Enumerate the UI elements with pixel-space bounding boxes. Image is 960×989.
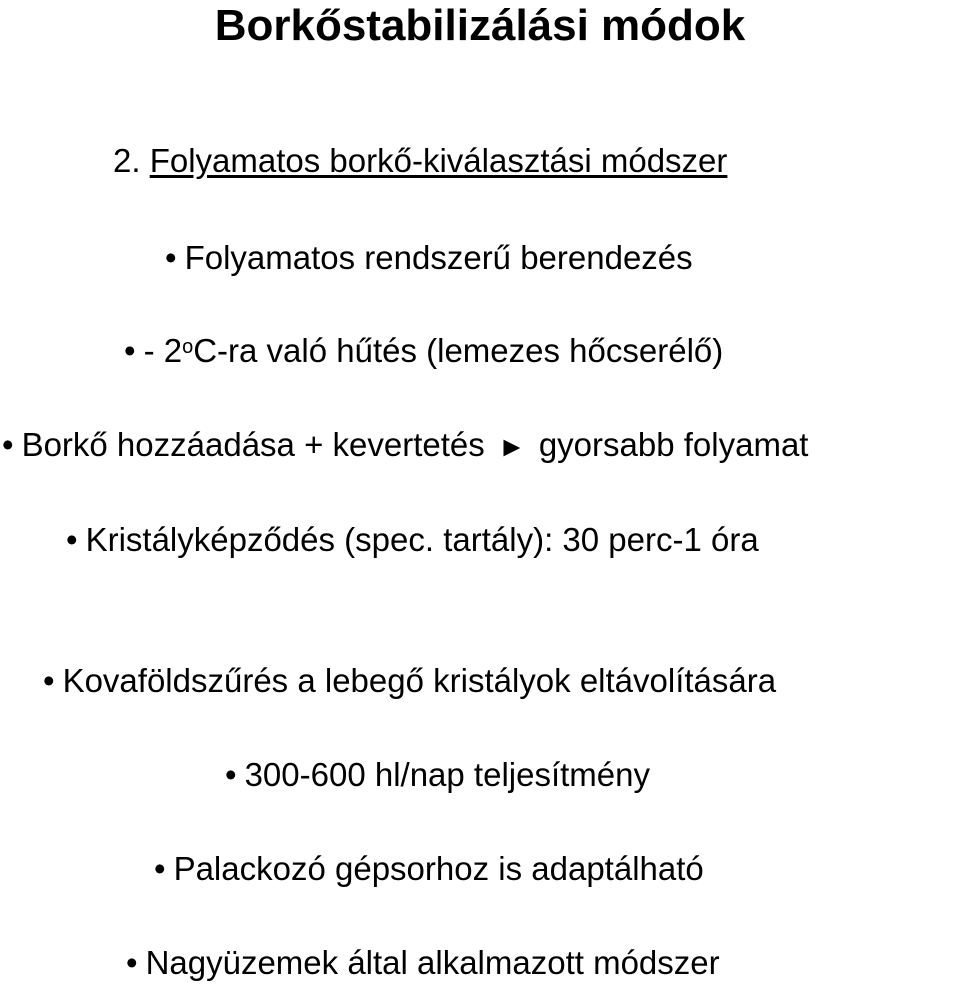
list-item — [225, 753, 650, 797]
bullet-icon: • — [124, 332, 136, 369]
bullet-icon: • — [66, 521, 78, 558]
list-item — [126, 941, 720, 985]
bullet-icon: • — [126, 944, 138, 981]
list-item — [124, 329, 723, 373]
list-item — [66, 518, 759, 562]
bullet-icon: • — [2, 426, 14, 463]
list-item-text: Nagyüzemek által alkalmazott módszer — [145, 944, 720, 981]
list-item-text-prefix: - 2 — [143, 332, 183, 369]
section-heading-link[interactable]: Folyamatos borkő-kiválasztási módszer — [149, 142, 728, 179]
list-item-text-result: gyorsabb folyamat — [538, 426, 809, 463]
bullet-icon: • — [165, 239, 177, 276]
list-item — [43, 659, 776, 703]
list-item-text: Kristályképződés (spec. tartály): 30 perc-1 óra — [85, 521, 759, 558]
list-item-text-suffix: C-ra való hűtés (lemezes hőcserélő) — [193, 332, 724, 369]
bullet-icon: • — [225, 756, 237, 793]
list-item-text: Folyamatos rendszerű berendezés — [184, 239, 693, 276]
bullet-icon: • — [154, 850, 166, 887]
right-arrow-icon: ► — [497, 431, 526, 462]
list-item-text: 300-600 hl/nap teljesítmény — [244, 756, 650, 793]
list-item-text: Kovaföldszűrés a lebegő kristályok eltávolítására — [62, 662, 777, 699]
list-item-text: Palackozó gépsorhoz is adaptálható — [173, 850, 704, 887]
bullet-icon: • — [43, 662, 55, 699]
section-heading — [113, 139, 727, 183]
list-item-text: Borkő hozzáadása + kevertetés — [21, 426, 485, 463]
section-number: 2. — [113, 142, 141, 179]
list-item — [154, 847, 704, 891]
page-title: Borkőstabilizálási módok — [214, 1, 746, 50]
list-item — [165, 236, 693, 280]
degree-superscript: o — [182, 336, 194, 358]
list-item — [2, 423, 808, 467]
